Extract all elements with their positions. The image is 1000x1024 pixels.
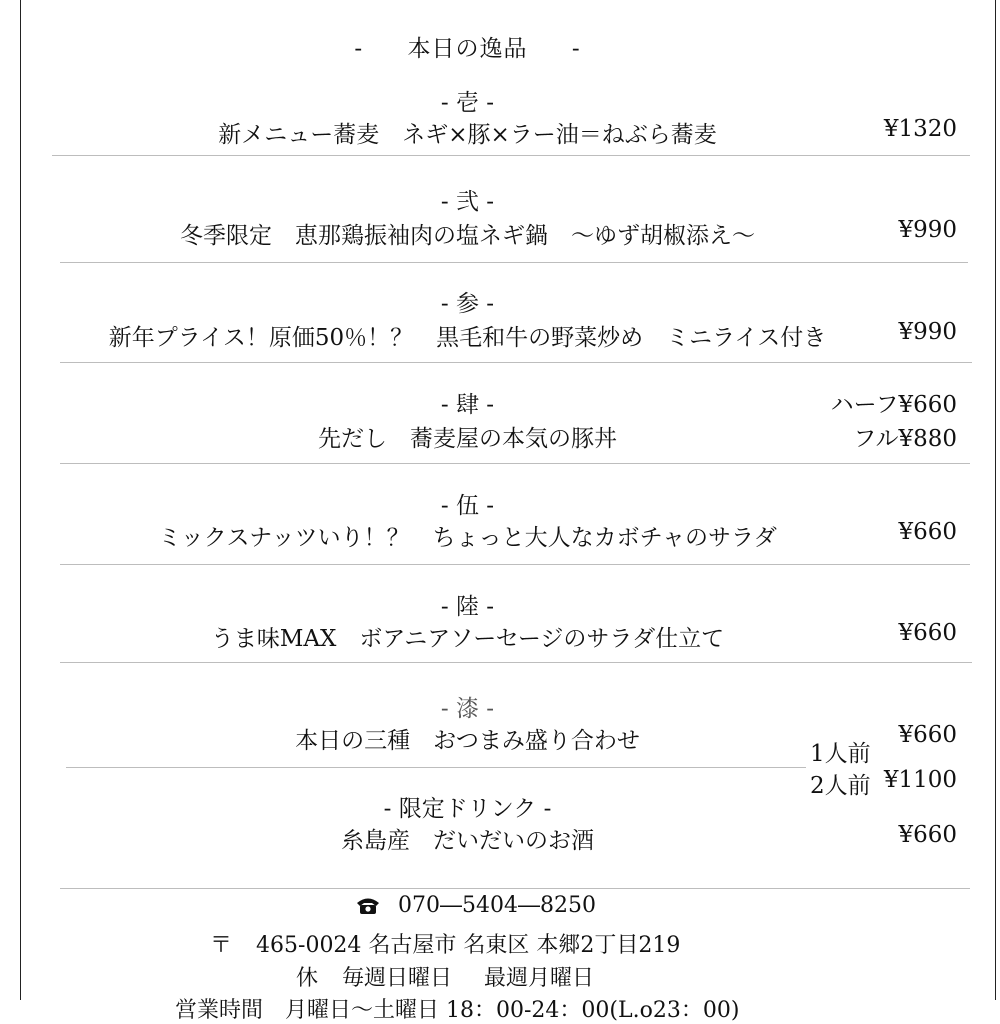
item-number: - 壱 - (440, 90, 495, 116)
item-number: - 陸 - (440, 594, 495, 620)
title-text: 本日の逸品 (407, 36, 528, 62)
item-name: 本日の三種 おつまみ盛り合わせ (295, 728, 640, 754)
item-name: 新メニュー蕎麦 ネギ×豚×ラー油＝ねぶら蕎麦 (218, 122, 717, 148)
right-border (995, 0, 996, 1000)
item-number: - 漆 - (440, 696, 495, 722)
item-number: - 肆 - (440, 392, 495, 418)
item-price-full: フル¥880 (853, 426, 957, 452)
item-number: - 伍 - (440, 493, 495, 519)
separator (60, 564, 970, 565)
item-price-double-label: 2人前 (810, 773, 871, 799)
separator (60, 362, 972, 363)
item-name: 冬季限定 恵那鶏振袖肉の塩ネギ鍋 ～ゆず胡椒添え～ (180, 223, 755, 249)
title-dash-left: - (354, 36, 364, 62)
address-text: 465-0024 名古屋市 名東区 本郷2丁目219 (256, 933, 681, 958)
holiday-line (296, 961, 594, 992)
phone-icon (355, 895, 381, 921)
separator (60, 262, 968, 263)
item-price: ¥990 (898, 319, 957, 345)
item-number: - 参 - (440, 291, 495, 317)
holiday-label: 休 (296, 966, 319, 991)
item-price: ¥990 (898, 217, 957, 243)
item-price-double: ¥1100 (883, 767, 957, 793)
item-price-single-label: 1人前 (810, 741, 871, 767)
business-hours: 営業時間 月曜日～土曜日 18：00-24：00(L.o23：00) (175, 998, 740, 1023)
separator (60, 463, 970, 464)
item-name: うま味MAX ボアニアソーセージのサラダ仕立て (210, 626, 725, 652)
item-price: ¥660 (898, 620, 957, 646)
separator (66, 767, 806, 768)
item-name: 糸島産 だいだいのお酒 (341, 828, 594, 854)
item-number: - 限定ドリンク - (383, 796, 552, 822)
item-price: ¥1320 (883, 116, 957, 142)
item-price: ¥660 (898, 822, 957, 848)
separator (60, 888, 970, 889)
title-dash-right: - (571, 36, 581, 62)
holiday-weekly: 毎週日曜日 (342, 966, 453, 991)
item-price-single: ¥660 (898, 722, 957, 748)
separator (60, 662, 972, 663)
phone-number: 070―5404―8250 (398, 893, 596, 918)
item-name: ミックスナッツいり！？ ちょっと大人なカボチャのサラダ (158, 525, 777, 551)
postal-mark-icon: 〒 (210, 933, 233, 958)
item-name: 新年プライス！原価50％！？ 黒毛和牛の野菜炒め ミニライス付き (108, 325, 827, 351)
item-name: 先だし 蕎麦屋の本気の豚丼 (318, 426, 617, 452)
holiday-last: 最週月曜日 (484, 966, 595, 991)
item-price-half: ハーフ¥660 (830, 392, 957, 418)
address-line (210, 928, 680, 959)
menu-title (0, 30, 935, 63)
phone-line (355, 893, 596, 921)
item-price: ¥660 (898, 519, 957, 545)
separator (52, 155, 970, 156)
item-number: - 弐 - (440, 189, 495, 215)
